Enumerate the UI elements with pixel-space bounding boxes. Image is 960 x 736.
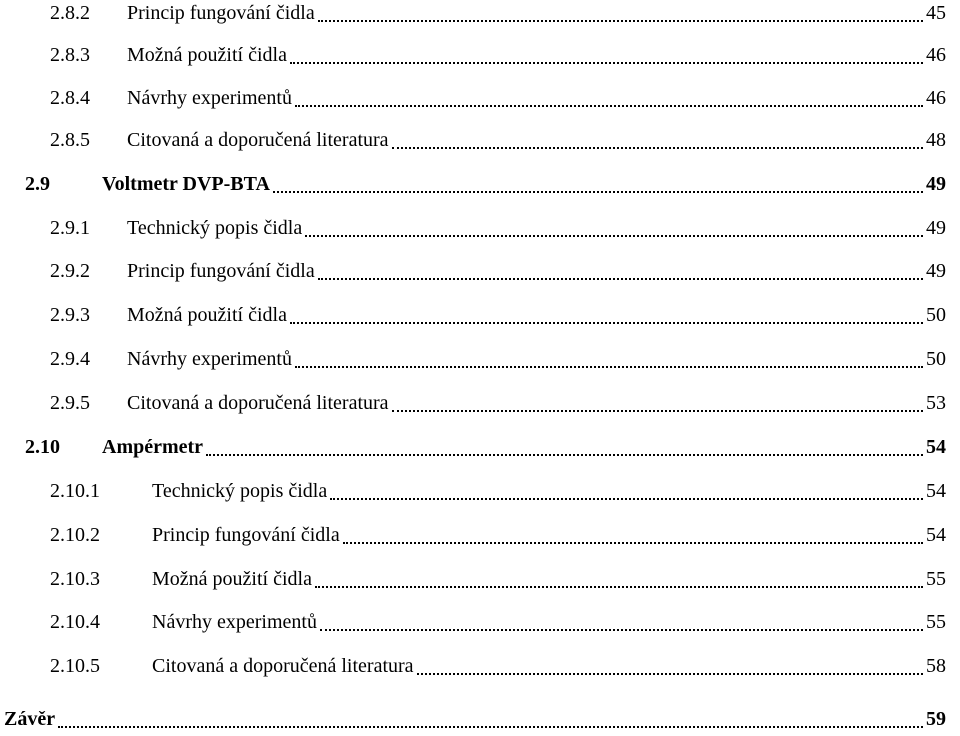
toc-entry-page: 54 — [926, 524, 946, 546]
toc-entry[interactable] — [0, 83, 960, 113]
toc-entry-title: Technický popis čidla — [152, 480, 328, 502]
toc-entry-number: 2.10 — [25, 436, 60, 458]
toc-dot-leader — [343, 542, 923, 544]
toc-entry[interactable] — [0, 520, 960, 550]
toc-entry-page: 50 — [926, 348, 946, 370]
toc-entry[interactable] — [0, 476, 960, 506]
toc-entry-page: 46 — [926, 87, 946, 109]
toc-entry-number: 2.10.1 — [50, 480, 100, 502]
toc-entry[interactable] — [0, 125, 960, 155]
toc-entry[interactable] — [0, 432, 960, 462]
toc-entry-title: Citovaná a doporučená literatura — [127, 129, 389, 151]
toc-entry-page: 59 — [926, 708, 946, 730]
toc-entry[interactable] — [0, 169, 960, 199]
toc-entry[interactable] — [0, 300, 960, 330]
toc-entry-title: Citovaná a doporučená literatura — [152, 655, 414, 677]
toc-entry-title: Možná použití čidla — [127, 304, 287, 326]
toc-entry-page: 45 — [926, 2, 946, 24]
toc-dot-leader — [392, 147, 923, 149]
toc-entry-title: Princip fungování čidla — [127, 260, 315, 282]
toc-entry-number: 2.8.2 — [50, 2, 90, 24]
toc-entry-number: 2.8.3 — [50, 44, 90, 66]
toc-dot-leader — [290, 62, 923, 64]
toc-dot-leader — [315, 586, 923, 588]
toc-entry-page: 54 — [926, 480, 946, 502]
toc-entry-number: 2.9.1 — [50, 217, 90, 239]
toc-dot-leader — [290, 322, 923, 324]
toc-entry-title: Ampérmetr — [102, 436, 204, 458]
toc-entry-title: Návrhy experimentů — [152, 611, 317, 633]
toc-entry-title: Možná použití čidla — [152, 568, 312, 590]
toc-dot-leader — [417, 673, 923, 675]
toc-entry-page: 46 — [926, 44, 946, 66]
toc-entry[interactable] — [0, 704, 960, 734]
toc-entry-title: Návrhy experimentů — [127, 348, 292, 370]
toc-entry-number: 2.9.3 — [50, 304, 90, 326]
toc-entry-number: 2.9.2 — [50, 260, 90, 282]
toc-entry-number: 2.10.3 — [50, 568, 100, 590]
toc-entry-page: 58 — [926, 655, 946, 677]
toc-entry-title: Závěr — [4, 708, 56, 730]
toc-dot-leader — [273, 191, 923, 193]
toc-entry-title: Princip fungování čidla — [127, 2, 315, 24]
toc-dot-leader — [318, 278, 923, 280]
toc-entry-number: 2.9.5 — [50, 392, 90, 414]
toc-entry[interactable] — [0, 388, 960, 418]
toc-entry-number: 2.8.5 — [50, 129, 90, 151]
toc-entry-number: 2.10.5 — [50, 655, 100, 677]
toc-dot-leader — [295, 366, 923, 368]
toc-entry-title: Princip fungování čidla — [152, 524, 340, 546]
toc-entry-title: Citovaná a doporučená literatura — [127, 392, 389, 414]
toc-entry[interactable] — [0, 256, 960, 286]
toc-dot-leader — [392, 410, 923, 412]
toc-entry[interactable] — [0, 40, 960, 70]
toc-entry-number: 2.10.4 — [50, 611, 100, 633]
toc-entry-page: 54 — [926, 436, 946, 458]
toc-entry-page: 49 — [926, 173, 946, 195]
toc-entry-title: Návrhy experimentů — [127, 87, 292, 109]
toc-dot-leader — [58, 726, 923, 728]
toc-entry-title: Možná použití čidla — [127, 44, 287, 66]
toc-entry-title: Voltmetr DVP-BTA — [102, 173, 270, 195]
toc-entry-number: 2.9 — [25, 173, 50, 195]
toc-dot-leader — [295, 105, 923, 107]
toc-entry-number: 2.10.2 — [50, 524, 100, 546]
toc-entry-page: 55 — [926, 611, 946, 633]
toc-entry[interactable] — [0, 607, 960, 637]
toc-entry[interactable] — [0, 564, 960, 594]
toc-dot-leader — [330, 498, 923, 500]
toc-entry[interactable] — [0, 213, 960, 243]
toc-entry-page: 48 — [926, 129, 946, 151]
toc-entry-page: 55 — [926, 568, 946, 590]
toc-entry-page: 49 — [926, 217, 946, 239]
toc-entry[interactable] — [0, 344, 960, 374]
toc-entry-number: 2.8.4 — [50, 87, 90, 109]
toc-dot-leader — [206, 454, 923, 456]
toc-dot-leader — [305, 235, 923, 237]
toc-entry-number: 2.9.4 — [50, 348, 90, 370]
toc-entry-page: 53 — [926, 392, 946, 414]
toc-entry-page: 49 — [926, 260, 946, 282]
toc-entry-page: 50 — [926, 304, 946, 326]
toc-dot-leader — [320, 629, 923, 631]
toc-entry[interactable] — [0, 651, 960, 681]
toc-dot-leader — [318, 20, 923, 22]
toc-entry-title: Technický popis čidla — [127, 217, 303, 239]
toc-entry[interactable] — [0, 0, 960, 28]
